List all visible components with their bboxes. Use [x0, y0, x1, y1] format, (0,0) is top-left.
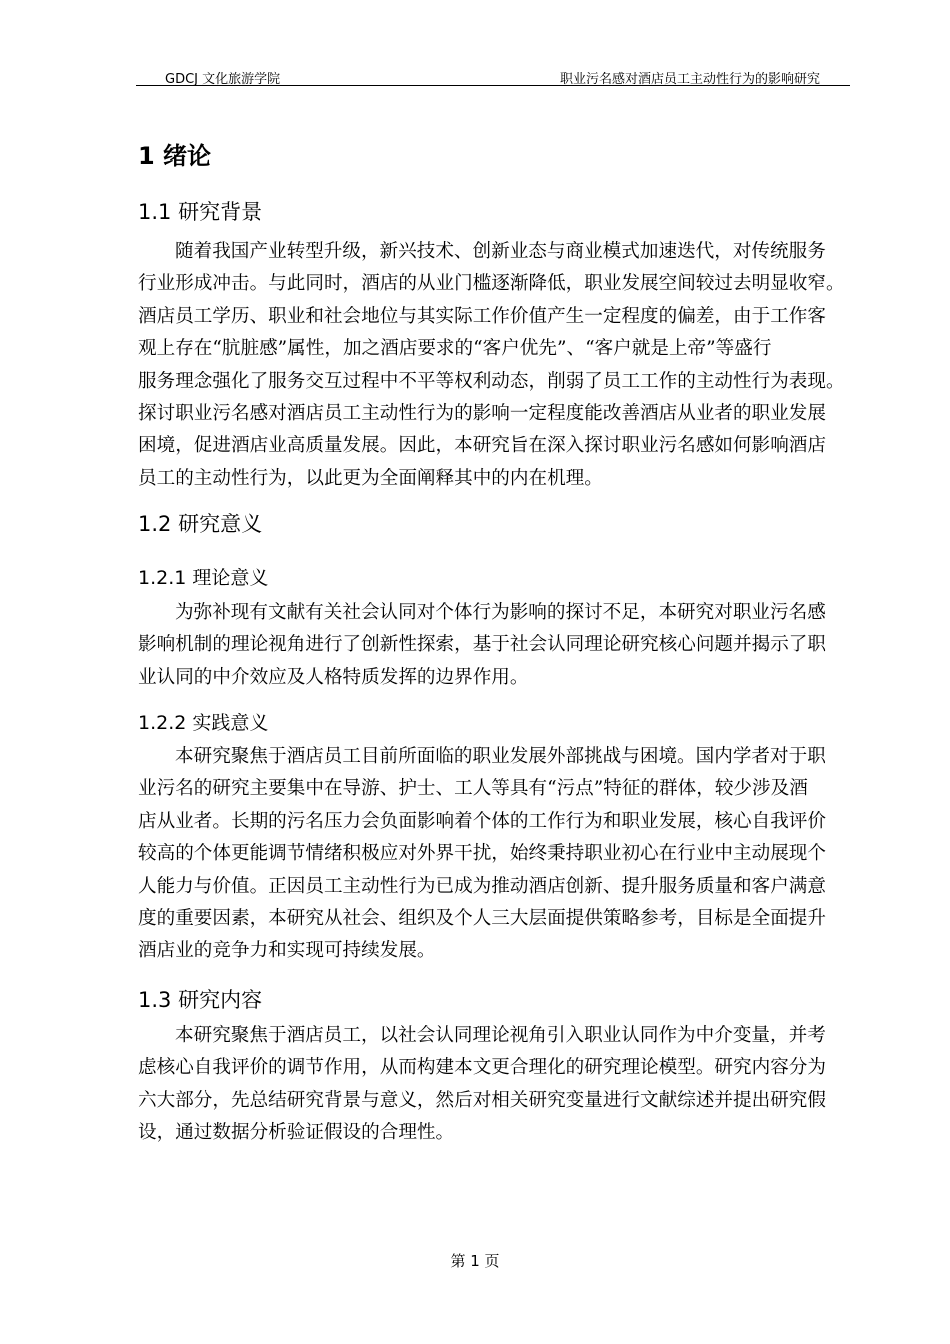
paragraph: [138, 236, 854, 495]
paragraph-line: 行业形成冲击。与此同时，酒店的从业门槛逐渐降低，职业发展空间较过去明显收窄。: [138, 273, 845, 295]
paragraph-line: 店从业者。长期的污名压力会负面影响着个体的工作行为和职业发展，核心自我评价: [138, 810, 826, 832]
paragraph-line: 设，通过数据分析验证假设的合理性。: [138, 1122, 455, 1144]
paragraph-line: 度的重要因素，本研究从社会、组织及个人三大层面提供策略参考，目标是全面提升: [138, 907, 826, 929]
paragraph: [138, 1020, 854, 1150]
paragraph-line: 酒店员工学历、职业和社会地位与其实际工作价值产生一定程度的偏差，由于工作客: [138, 305, 826, 327]
paragraph-line: 探讨职业污名感对酒店员工主动性行为的影响一定程度能改善酒店从业者的职业发展: [138, 402, 826, 424]
paragraph-line: 业认同的中介效应及人格特质发挥的边界作用。: [138, 666, 529, 688]
header-divider: [136, 85, 850, 86]
paragraph-line: 为弥补现有文献有关社会认同对个体行为影响的探讨不足，本研究对职业污名感: [175, 602, 826, 623]
paragraph-line: 员工的主动性行为，以此更为全面阐释其中的内在机理。: [138, 467, 603, 489]
paragraph: [138, 741, 854, 968]
header-left: GDCJ 文化旅游学院: [165, 72, 281, 87]
subsection-heading: 1.2.2 实践意义: [138, 712, 269, 734]
header-right: 职业污名感对酒店员工主动性行为的影响研究: [559, 72, 820, 87]
paragraph-line: 虑核心自我评价的调节作用，从而构建本文更合理化的研究理论模型。研究内容分为: [138, 1057, 826, 1079]
paragraph-line: 影响机制的理论视角进行了创新性探索，基于社会认同理论研究核心问题并揭示了职: [138, 634, 826, 656]
paragraph-line: 服务理念强化了服务交互过程中不平等权利动态，削弱了员工工作的主动性行为表现。: [138, 370, 845, 392]
paragraph: [138, 597, 854, 694]
paragraph-line: 业污名的研究主要集中在导游、护士、工人等具有“污点”特征的群体，较少涉及酒: [138, 778, 808, 800]
paragraph-line: 本研究聚焦于酒店员工，以社会认同理论视角引入职业认同作为中介变量，并考: [175, 1025, 826, 1046]
section-heading: 1.3 研究内容: [138, 988, 263, 1012]
section-heading: 1.1 研究背景: [138, 200, 263, 224]
section-heading: 1.2 研究意义: [138, 512, 263, 536]
chapter-title: 1 绪论: [138, 142, 212, 170]
paragraph-line: 本研究聚焦于酒店员工目前所面临的职业发展外部挑战与困境。国内学者对于职: [175, 746, 826, 767]
paragraph-line: 较高的个体更能调节情绪积极应对外界干扰，始终秉持职业初心在行业中主动展现个: [138, 843, 826, 865]
paragraph-line: 酒店业的竞争力和实现可持续发展。: [138, 940, 436, 962]
paragraph-line: 困境，促进酒店业高质量发展。因此，本研究旨在深入探讨职业污名感如何影响酒店: [138, 435, 826, 457]
subsection-heading: 1.2.1 理论意义: [138, 567, 269, 589]
page-number: 第 1 页: [450, 1252, 500, 1270]
paragraph-line: 随着我国产业转型升级，新兴技术、创新业态与商业模式加速迭代，对传统服务: [175, 241, 826, 262]
paragraph-line: 六大部分，先总结研究背景与意义，然后对相关研究变量进行文献综述并提出研究假: [138, 1089, 826, 1111]
paragraph-line: 观上存在“肮脏感”属性，加之酒店要求的“客户优先”、“客户就是上帝”等盛行: [138, 338, 772, 360]
paragraph-line: 人能力与价值。正因员工主动性行为已成为推动酒店创新、提升服务质量和客户满意: [138, 875, 826, 897]
